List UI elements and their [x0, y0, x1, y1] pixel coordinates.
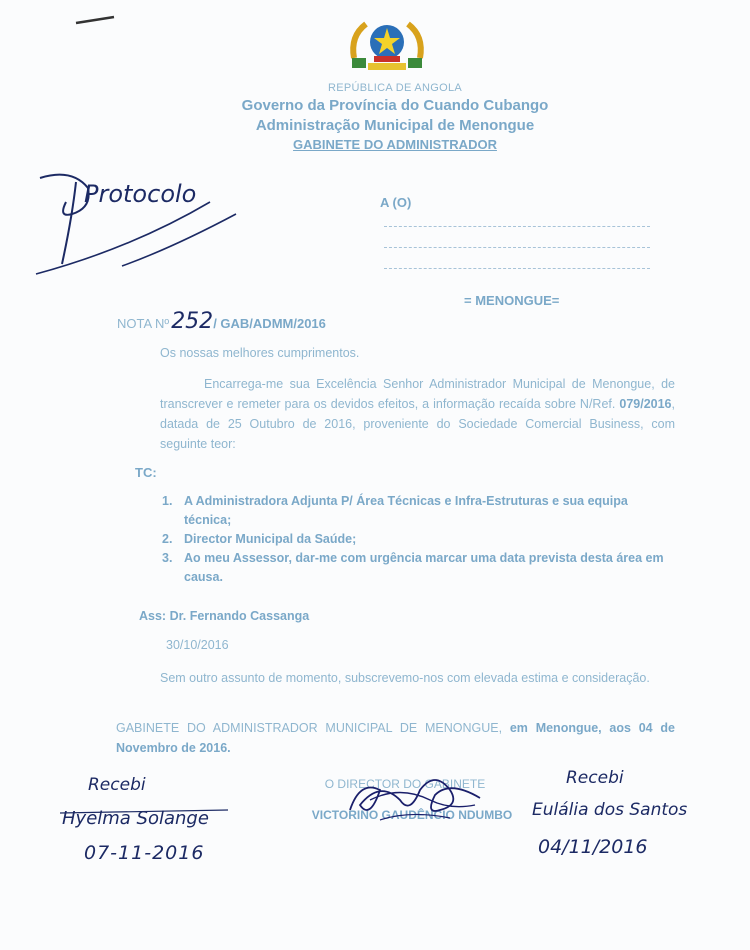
- tc-label: TC:: [135, 465, 157, 480]
- list-item-number: 2.: [162, 532, 173, 546]
- paragraph-1-ref: 079/2016: [619, 397, 672, 411]
- recipient-list: [162, 492, 676, 587]
- list-item: [162, 530, 676, 549]
- addressee-city: = MENONGUE=: [464, 293, 560, 308]
- angola-emblem: [344, 16, 430, 74]
- signed-by: Ass: Dr. Fernando Cassanga: [139, 609, 310, 623]
- addressee-line-3: [384, 268, 650, 269]
- director-title: O DIRECTOR DO GABINETE: [324, 777, 486, 791]
- right-received-date: 04/11/2016: [538, 836, 648, 858]
- director-signature: [340, 760, 490, 830]
- greeting: Os nossas melhores cumprimentos.: [160, 346, 360, 360]
- body-paragraph-1: [160, 374, 675, 454]
- pen-mark: [74, 12, 118, 22]
- closing-paragraph: Sem outro assunto de momento, subscrevemo-nos com elevada estima e consideração.: [160, 671, 650, 685]
- protocol-handwriting: [32, 168, 242, 278]
- list-item-number: 1.: [162, 494, 173, 508]
- administration-heading: Administração Municipal de Menongue: [255, 117, 535, 134]
- note-reference: / GAB/ADMM/2016: [213, 316, 326, 331]
- left-received-name: Hyelma Solange: [62, 808, 209, 829]
- place-end: em Menongue, aos 04 de Novembro de 2016.: [116, 721, 675, 755]
- list-item-text: Director Municipal da Saúde;: [184, 532, 357, 546]
- director-name: VICTORINO GAUDÊNCIO NDUMBO: [311, 808, 513, 822]
- left-received-date: 07-11-2016: [84, 842, 205, 864]
- note-number-line: [117, 309, 326, 334]
- place-date-paragraph: [116, 718, 675, 758]
- place-start: GABINETE DO ADMINISTRADOR MUNICIPAL DE MENONGUE,: [116, 721, 510, 735]
- province-heading: Governo da Província do Cuando Cubango: [241, 97, 549, 114]
- paragraph-1-end: , datada de 25 Outubro de 2016, proveniente do Sociedade Comercial Business, com seguinte teor:: [160, 397, 675, 451]
- list-item-number: 3.: [162, 551, 173, 565]
- left-received: Recebi: [88, 775, 146, 795]
- right-received-name: Eulália dos Santos: [532, 800, 688, 820]
- addressee-line-2: [384, 247, 650, 248]
- list-item-text: Ao meu Assessor, dar-me com urgência marcar uma data prevista desta área em causa.: [184, 551, 664, 584]
- note-prefix: NOTA Nº: [117, 316, 170, 331]
- right-received: Recebi: [566, 768, 624, 788]
- protocol-text: Protocolo: [84, 180, 197, 208]
- addressee-line-1: [384, 226, 650, 227]
- note-number-handwritten: 252: [171, 309, 214, 334]
- paragraph-1-start: Encarrega-me sua Excelência Senhor Administrador Municipal de Menongue, de transcrever e remeter para os devidos efeitos, a informação recaída sobre N/Ref.: [160, 377, 675, 411]
- office-heading: GABINETE DO ADMINISTRADOR: [293, 137, 497, 152]
- addressee-label: A (O): [380, 195, 412, 210]
- list-item: [162, 549, 676, 587]
- list-item-text: A Administradora Adjunta P/ Área Técnicas e Infra-Estruturas e sua equipa técnica;: [184, 494, 628, 527]
- signed-date: 30/10/2016: [166, 638, 229, 652]
- list-item: [162, 492, 676, 530]
- republic-heading: REPÚBLICA DE ANGOLA: [327, 82, 463, 94]
